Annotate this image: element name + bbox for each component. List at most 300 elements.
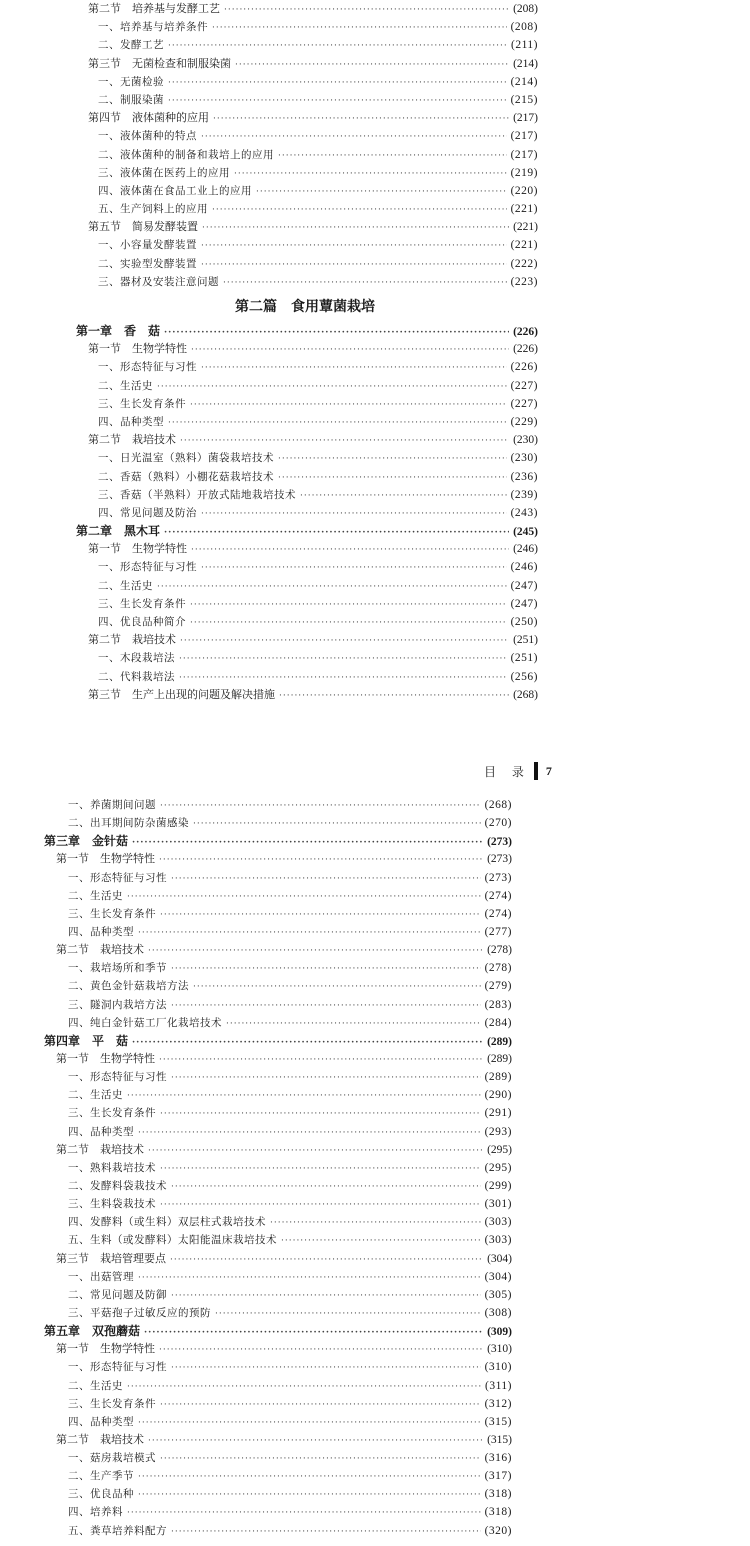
toc-dot-leader <box>168 74 507 92</box>
running-head-bar <box>534 762 538 780</box>
toc-entry-title: 一、熟料栽培技术 <box>68 1161 156 1174</box>
toc-dot-leader <box>138 1269 481 1287</box>
toc-entry-title: 一、液体菌种的特点 <box>98 130 197 143</box>
toc-subsection-entry[interactable] <box>70 449 538 467</box>
toc-entry-title: 第二节 栽培技术 <box>88 633 176 647</box>
toc-subsection-entry[interactable] <box>70 649 538 667</box>
toc-entry-title: 一、栽培场所和季节 <box>68 962 167 975</box>
toc-section-entry[interactable] <box>42 1431 512 1449</box>
toc-dot-leader <box>157 378 507 396</box>
toc-entry-page: (208) <box>513 3 538 15</box>
toc-dot-leader <box>193 978 481 996</box>
toc-entry-title: 五、生料（或发酵料）太阳能温床栽培技术 <box>68 1234 277 1247</box>
toc-entry-title: 二、实验型发酵装置 <box>98 257 197 270</box>
toc-entry-page: (316) <box>484 1452 512 1465</box>
toc-subsection-entry[interactable] <box>70 395 538 413</box>
toc-dot-leader <box>212 19 507 37</box>
toc-dot-leader <box>127 1504 481 1522</box>
toc-entry-page: (317) <box>484 1470 512 1483</box>
toc-dot-leader <box>160 1450 481 1468</box>
toc-entry-title: 三、生料袋栽技术 <box>68 1198 156 1211</box>
toc-entry-page: (283) <box>484 998 512 1011</box>
toc-entry-page: (277) <box>484 925 512 938</box>
toc-entry-page: (311) <box>485 1379 512 1392</box>
toc-entry-title: 一、形态特征与习性 <box>68 1071 167 1084</box>
toc-entry-title: 二、香菇（熟料）小棚花菇栽培技术 <box>98 470 274 483</box>
toc-subsection-entry[interactable] <box>42 1485 512 1503</box>
toc-dot-leader <box>171 1523 481 1541</box>
toc-entry-page: (295) <box>487 1143 512 1156</box>
toc-dot-leader <box>256 183 507 201</box>
toc-entry-page: (304) <box>484 1270 512 1283</box>
toc-subsection-entry[interactable] <box>70 255 538 273</box>
toc-dot-leader <box>179 650 507 668</box>
toc-dot-leader <box>157 578 507 596</box>
toc-dot-leader <box>201 256 507 274</box>
toc-dot-leader <box>160 1396 481 1414</box>
toc-dot-leader <box>168 414 507 432</box>
toc-entry-title: 三、生长发育条件 <box>68 1397 156 1410</box>
toc-entry-title: 四、品种类型 <box>98 415 164 428</box>
toc-entry-page: (221) <box>510 239 538 252</box>
toc-entry-page: (273) <box>484 871 512 884</box>
toc-entry-page: (320) <box>484 1524 512 1537</box>
toc-section-entry[interactable] <box>42 850 512 868</box>
toc-dot-leader <box>171 870 481 888</box>
toc-entry-page: (250) <box>510 616 538 628</box>
toc-entry-page: (217) <box>510 130 538 143</box>
toc-entry-title: 一、形态特征与习性 <box>68 871 167 884</box>
toc-entry-page: (268) <box>513 688 538 701</box>
toc-dot-leader <box>164 524 509 542</box>
toc-section-entry[interactable] <box>70 631 538 649</box>
toc-dot-leader <box>138 924 481 942</box>
toc-entry-title: 第一节 生物学特性 <box>56 1051 155 1065</box>
toc-subsection-entry[interactable] <box>70 18 538 36</box>
toc-entry-page: (291) <box>484 1107 512 1120</box>
toc-entry-page: (251) <box>510 652 538 665</box>
toc-entry-page: (217) <box>510 148 538 161</box>
toc-entry-title: 三、优良品种 <box>68 1488 134 1501</box>
toc-subsection-entry[interactable] <box>70 377 538 395</box>
toc-dot-leader <box>144 1324 483 1342</box>
toc-entry-title: 一、木段栽培法 <box>98 652 175 665</box>
toc-entry-title: 四、品种类型 <box>68 1125 134 1138</box>
toc-entry-title: 二、液体菌种的制备和栽培上的应用 <box>98 148 274 161</box>
toc-dot-leader <box>191 541 509 559</box>
toc-subsection-entry[interactable] <box>42 1503 512 1521</box>
toc-entry-title: 三、生长发育条件 <box>68 1107 156 1120</box>
toc-entry-page: (230) <box>513 434 538 447</box>
toc-middle-list <box>70 322 538 704</box>
toc-dot-leader <box>270 1214 481 1232</box>
toc-dot-leader <box>300 487 507 505</box>
toc-dot-leader <box>278 450 507 468</box>
toc-dot-leader <box>171 1069 481 1087</box>
toc-entry-page: (226) <box>510 361 538 374</box>
toc-section-entry[interactable] <box>70 218 538 236</box>
toc-entry-page: (301) <box>484 1198 512 1211</box>
toc-subsection-entry[interactable] <box>70 91 538 109</box>
toc-entry-page: (256) <box>510 670 538 683</box>
toc-subsection-entry[interactable] <box>42 1358 512 1376</box>
toc-subsection-entry[interactable] <box>42 1123 512 1141</box>
toc-subsection-entry[interactable] <box>70 273 538 291</box>
toc-entry-page: (221) <box>510 203 538 216</box>
toc-entry-title: 第三章 金针菇 <box>44 834 129 849</box>
toc-subsection-entry[interactable] <box>70 73 538 91</box>
toc-dot-leader <box>138 1124 481 1142</box>
toc-entry-title: 第一节 生物学特性 <box>56 1342 155 1356</box>
toc-dot-leader <box>190 396 507 414</box>
toc-entry-title: 第三节 生产上出现的问题及解决措施 <box>88 687 275 701</box>
toc-subsection-entry[interactable] <box>42 1086 512 1104</box>
toc-dot-leader <box>226 1015 481 1033</box>
toc-entry-title: 四、液体菌在食品工业上的应用 <box>98 184 252 197</box>
toc-dot-leader <box>138 1414 481 1432</box>
toc-subsection-entry[interactable] <box>70 468 538 486</box>
toc-entry-page: (219) <box>510 166 538 179</box>
toc-entry-page: (318) <box>484 1506 512 1519</box>
toc-entry-title: 一、培养基与培养条件 <box>98 21 208 34</box>
toc-dot-leader <box>171 1287 481 1305</box>
toc-subsection-entry[interactable] <box>42 796 512 814</box>
toc-entry-page: (315) <box>484 1415 512 1428</box>
toc-entry-title: 第二章 黑木耳 <box>76 524 161 539</box>
toc-dot-leader <box>159 1341 483 1359</box>
toc-entry-page: (246) <box>513 543 538 556</box>
toc-subsection-entry[interactable] <box>70 413 538 431</box>
toc-entry-title: 二、常见问题及防御 <box>68 1288 167 1301</box>
toc-chapter-entry[interactable] <box>42 1032 512 1050</box>
toc-entry-title: 第三节 无菌检查和制服染菌 <box>88 56 231 70</box>
toc-subsection-entry[interactable] <box>70 127 538 145</box>
toc-dot-leader <box>171 997 481 1015</box>
toc-chapter-entry[interactable] <box>42 832 512 850</box>
toc-entry-title: 二、生产季节 <box>68 1470 134 1483</box>
toc-entry-page: (278) <box>487 944 512 957</box>
toc-entry-title: 第二节 培养基与发酵工艺 <box>88 2 220 15</box>
toc-subsection-entry[interactable] <box>42 1231 512 1249</box>
toc-dot-leader <box>281 1232 481 1250</box>
toc-dot-leader <box>168 37 507 55</box>
toc-section-entry[interactable] <box>42 1050 512 1068</box>
toc-entry-title: 第二节 栽培技术 <box>56 943 144 957</box>
toc-subsection-entry[interactable] <box>70 236 538 254</box>
toc-subsection-entry[interactable] <box>42 996 512 1014</box>
toc-entry-page: (293) <box>484 1125 512 1138</box>
toc-entry-page: (278) <box>484 962 512 975</box>
toc-section-entry[interactable] <box>70 540 538 558</box>
toc-subsection-entry[interactable] <box>42 1213 512 1231</box>
toc-entry-title: 一、形态特征与习性 <box>98 361 197 374</box>
toc-section-entry[interactable] <box>70 109 538 127</box>
toc-entry-title: 第一节 生物学特性 <box>88 342 187 356</box>
toc-entry-page: (289) <box>487 1052 512 1065</box>
running-head-label: 目 录 <box>484 764 530 779</box>
toc-entry-page: (227) <box>510 379 538 392</box>
toc-entry-title: 第二节 栽培技术 <box>88 433 176 447</box>
toc-entry-title: 五、粪草培养料配方 <box>68 1524 167 1537</box>
toc-entry-page: (270) <box>484 817 512 830</box>
toc-subsection-entry[interactable] <box>42 1268 512 1286</box>
toc-entry-page: (236) <box>510 470 538 483</box>
toc-subsection-entry[interactable] <box>42 1413 512 1431</box>
toc-entry-title: 二、代料栽培法 <box>98 670 175 683</box>
toc-entry-page: (308) <box>484 1306 512 1319</box>
toc-subsection-entry[interactable] <box>70 577 538 595</box>
toc-entry-page: (221) <box>513 221 538 234</box>
toc-entry-title: 二、发酵工艺 <box>98 39 164 52</box>
toc-dot-leader <box>180 432 509 450</box>
toc-entry-title: 一、出菇管理 <box>68 1270 134 1283</box>
toc-entry-page: (290) <box>484 1089 512 1102</box>
toc-entry-title: 二、发酵料袋栽技术 <box>68 1179 167 1192</box>
toc-subsection-entry[interactable] <box>42 1159 512 1177</box>
part-title: 第二篇 食用蕈菌栽培 <box>235 299 375 315</box>
toc-entry-page: (215) <box>510 93 538 106</box>
toc-dot-leader <box>215 1305 481 1323</box>
toc-entry-title: 一、形态特征与习性 <box>68 1361 167 1374</box>
toc-dot-leader <box>201 559 507 577</box>
toc-entry-page: (245) <box>513 526 538 539</box>
toc-entry-page: (226) <box>513 326 538 338</box>
toc-dot-leader <box>127 888 481 906</box>
toc-dot-leader <box>148 1432 483 1450</box>
toc-dot-leader <box>193 815 481 833</box>
toc-entry-title: 第一章 香 菇 <box>76 324 161 338</box>
toc-entry-page: (310) <box>487 1343 512 1356</box>
toc-section-entry[interactable] <box>42 1250 512 1268</box>
toc-subsection-entry[interactable] <box>42 887 512 905</box>
toc-entry-page: (279) <box>484 980 512 993</box>
toc-entry-title: 第五章 双孢蘑菇 <box>44 1324 141 1339</box>
toc-entry-page: (230) <box>510 452 538 465</box>
toc-entry-page: (315) <box>487 1433 512 1446</box>
toc-entry-title: 第一节 生物学特性 <box>88 542 187 556</box>
toc-entry-title: 第四章 平 菇 <box>44 1033 129 1048</box>
toc-subsection-entry[interactable] <box>42 814 512 832</box>
toc-dot-leader <box>159 1051 483 1069</box>
toc-subsection-entry[interactable] <box>42 1286 512 1304</box>
toc-entry-title: 第二节 栽培技术 <box>56 1432 144 1446</box>
toc-subsection-entry[interactable] <box>42 923 512 941</box>
toc-subsection-entry[interactable] <box>42 1177 512 1195</box>
toc-dot-leader <box>127 1087 481 1105</box>
toc-dot-leader <box>191 341 509 359</box>
toc-dot-leader <box>160 1196 481 1214</box>
toc-subsection-entry[interactable] <box>70 164 538 182</box>
toc-subsection-entry[interactable] <box>42 1304 512 1322</box>
toc-dot-leader <box>164 324 509 342</box>
toc-entry-title: 三、生长发育条件 <box>98 597 186 610</box>
toc-subsection-entry[interactable] <box>70 668 538 686</box>
toc-entry-page: (246) <box>510 561 538 574</box>
toc-subsection-entry[interactable] <box>42 1014 512 1032</box>
toc-dot-leader <box>160 1160 481 1178</box>
toc-entry-page: (274) <box>484 907 512 920</box>
toc-subsection-entry[interactable] <box>70 182 538 200</box>
toc-section-entry[interactable] <box>70 431 538 449</box>
toc-chapter-entry[interactable] <box>70 322 538 340</box>
toc-subsection-entry[interactable] <box>42 1104 512 1122</box>
toc-entry-title: 第五节 简易发酵装置 <box>88 220 198 234</box>
toc-upper-list <box>70 0 538 291</box>
page-number: 7 <box>545 763 552 778</box>
toc-entry-page: (227) <box>510 397 538 410</box>
toc-subsection-entry[interactable] <box>70 595 538 613</box>
toc-entry-title: 三、香菇（半熟料）开放式陆地栽培技术 <box>98 488 296 501</box>
toc-entry-title: 三、平菇孢子过敏反应的预防 <box>68 1306 211 1319</box>
toc-section-entry[interactable] <box>42 941 512 959</box>
toc-dot-leader <box>180 632 509 650</box>
toc-entry-title: 二、生活史 <box>68 1379 123 1392</box>
toc-entry-title: 第二节 栽培技术 <box>56 1142 144 1156</box>
toc-dot-leader <box>201 359 507 377</box>
toc-dot-leader <box>278 147 507 165</box>
toc-dot-leader <box>190 596 507 614</box>
toc-section-entry[interactable] <box>70 340 538 358</box>
toc-dot-leader <box>212 201 507 219</box>
toc-dot-leader <box>148 942 483 960</box>
toc-entry-title: 三、生长发育条件 <box>68 907 156 920</box>
toc-dot-leader <box>279 687 509 705</box>
toc-entry-page: (295) <box>484 1161 512 1174</box>
toc-entry-title: 二、生活史 <box>68 1089 123 1102</box>
toc-section-entry[interactable] <box>42 1141 512 1159</box>
toc-entry-title: 二、制服染菌 <box>98 93 164 106</box>
toc-dot-leader <box>202 219 509 237</box>
toc-dot-leader <box>160 1105 481 1123</box>
toc-dot-leader <box>171 1178 481 1196</box>
toc-entry-title: 四、发酵料（或生料）双层柱式栽培技术 <box>68 1216 266 1229</box>
toc-entry-title: 四、优良品种简介 <box>98 616 186 628</box>
toc-subsection-entry[interactable] <box>70 36 538 54</box>
toc-entry-page: (243) <box>510 506 538 519</box>
toc-dot-leader <box>132 1034 483 1052</box>
toc-entry-page: (309) <box>487 1326 512 1339</box>
toc-entry-page: (273) <box>487 836 512 849</box>
toc-subsection-entry[interactable] <box>70 558 538 576</box>
toc-entry-title: 二、黄色金针菇栽培方法 <box>68 980 189 993</box>
toc-entry-page: (220) <box>510 184 538 197</box>
toc-entry-page: (226) <box>513 343 538 356</box>
toc-dot-leader <box>201 505 507 523</box>
toc-entry-title: 二、生活史 <box>98 379 153 392</box>
toc-entry-title: 四、培养料 <box>68 1506 123 1519</box>
toc-entry-title: 一、形态特征与习性 <box>98 561 197 574</box>
toc-dot-leader <box>171 1359 481 1377</box>
toc-dot-leader <box>170 1251 483 1269</box>
toc-dot-leader <box>190 614 507 632</box>
toc-subsection-entry[interactable] <box>42 869 512 887</box>
toc-dot-leader <box>168 92 507 110</box>
toc-subsection-entry[interactable] <box>70 358 538 376</box>
toc-entry-page: (251) <box>513 634 538 647</box>
toc-entry-title: 二、出耳期间防杂菌感染 <box>68 817 189 830</box>
toc-entry-title: 三、生长发育条件 <box>98 397 186 410</box>
toc-subsection-entry[interactable] <box>42 1449 512 1467</box>
toc-subsection-entry[interactable] <box>42 977 512 995</box>
toc-section-entry[interactable] <box>70 686 538 704</box>
toc-lower-list <box>42 796 512 1540</box>
toc-entry-title: 一、菇房栽培模式 <box>68 1452 156 1465</box>
toc-entry-page: (289) <box>484 1071 512 1084</box>
toc-entry-title: 二、生活史 <box>68 889 123 902</box>
toc-entry-page: (208) <box>510 21 538 34</box>
toc-entry-title: 一、无菌检验 <box>98 75 164 88</box>
toc-subsection-entry[interactable] <box>42 1377 512 1395</box>
toc-section-entry[interactable] <box>70 0 538 18</box>
toc-dot-leader <box>132 834 483 852</box>
toc-subsection-entry[interactable] <box>70 200 538 218</box>
toc-dot-leader <box>278 469 507 487</box>
toc-entry-page: (222) <box>510 257 538 270</box>
toc-section-entry[interactable] <box>42 1340 512 1358</box>
toc-subsection-entry[interactable] <box>42 905 512 923</box>
toc-dot-leader <box>160 906 481 924</box>
toc-subsection-entry[interactable] <box>70 146 538 164</box>
toc-entry-page: (303) <box>484 1216 512 1229</box>
toc-entry-page: (217) <box>513 112 538 125</box>
toc-entry-title: 一、小容量发酵装置 <box>98 239 197 252</box>
toc-entry-page: (310) <box>484 1361 512 1374</box>
toc-dot-leader <box>159 851 483 869</box>
toc-entry-page: (289) <box>487 1035 512 1048</box>
toc-entry-page: (229) <box>510 415 538 428</box>
toc-chapter-entry[interactable] <box>42 1322 512 1340</box>
toc-dot-leader <box>234 165 507 183</box>
running-head <box>484 762 552 780</box>
toc-entry-page: (214) <box>510 75 538 88</box>
toc-entry-title: 三、隧洞内栽培方法 <box>68 998 167 1011</box>
toc-subsection-entry[interactable] <box>42 959 512 977</box>
toc-entry-title: 五、生产饲料上的应用 <box>98 203 208 216</box>
toc-entry-title: 四、纯白金针菇工厂化栽培技术 <box>68 1016 222 1029</box>
toc-entry-page: (303) <box>484 1234 512 1247</box>
toc-subsection-entry[interactable] <box>70 504 538 522</box>
toc-subsection-entry[interactable] <box>42 1467 512 1485</box>
toc-dot-leader <box>148 1142 483 1160</box>
toc-subsection-entry[interactable] <box>42 1522 512 1540</box>
toc-entry-title: 四、常见问题及防治 <box>98 506 197 519</box>
toc-dot-leader <box>224 1 509 19</box>
toc-dot-leader <box>138 1468 481 1486</box>
toc-entry-title: 二、生活史 <box>98 579 153 592</box>
toc-entry-title: 第一节 生物学特性 <box>56 852 155 866</box>
toc-entry-page: (305) <box>484 1288 512 1301</box>
toc-subsection-entry[interactable] <box>42 1068 512 1086</box>
toc-entry-title: 三、器材及安装注意问题 <box>98 275 219 288</box>
toc-entry-page: (318) <box>484 1488 512 1501</box>
toc-entry-page: (274) <box>484 889 512 902</box>
toc-entry-title: 三、液体菌在医药上的应用 <box>98 166 230 179</box>
toc-subsection-entry[interactable] <box>42 1195 512 1213</box>
toc-dot-leader <box>160 797 481 815</box>
toc-section-entry[interactable] <box>70 55 538 73</box>
toc-dot-leader <box>171 960 481 978</box>
toc-entry-page: (223) <box>510 275 538 288</box>
toc-entry-page: (284) <box>484 1016 512 1029</box>
toc-subsection-entry[interactable] <box>42 1395 512 1413</box>
toc-entry-page: (268) <box>484 799 512 811</box>
toc-chapter-entry[interactable] <box>70 522 538 540</box>
toc-entry-title: 一、养菌期间问题 <box>68 799 156 811</box>
toc-subsection-entry[interactable] <box>70 486 538 504</box>
toc-dot-leader <box>201 128 507 146</box>
toc-entry-title: 一、日光温室（熟料）菌袋栽培技术 <box>98 452 274 465</box>
toc-subsection-entry[interactable] <box>70 613 538 631</box>
